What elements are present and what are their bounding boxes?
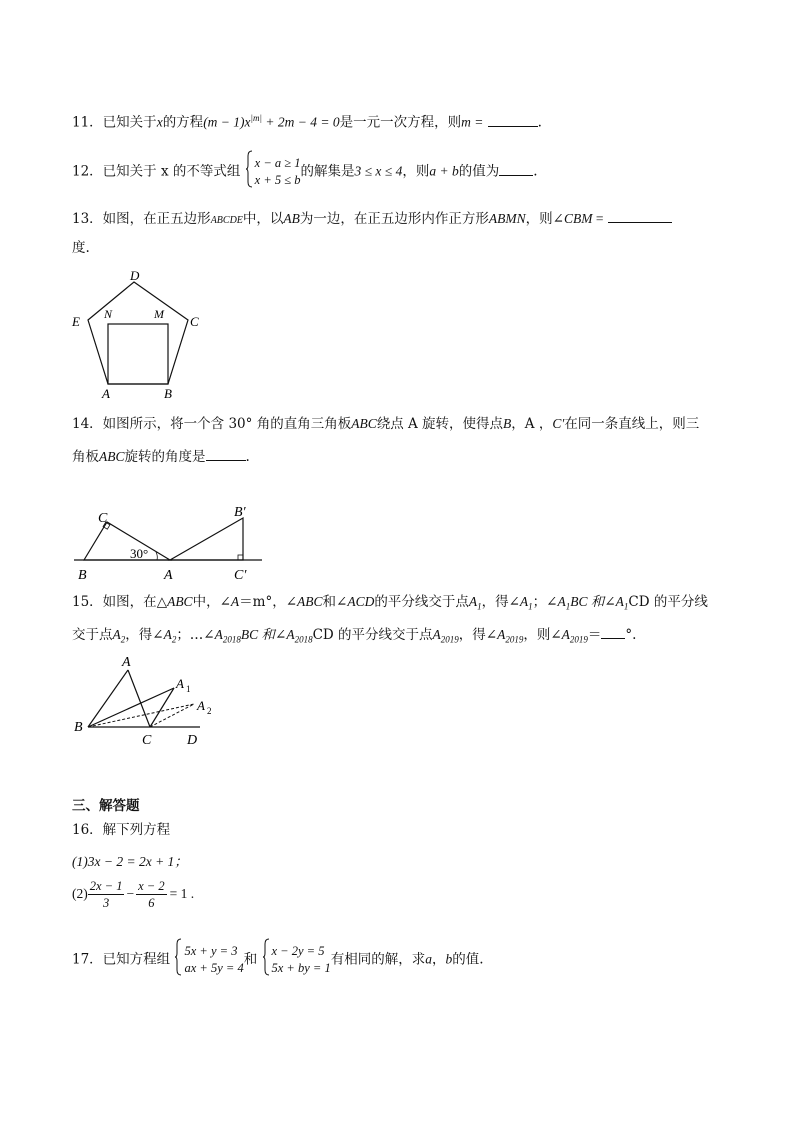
pentagon-figure	[70, 268, 210, 400]
label-d: D	[130, 268, 140, 283]
label-e: E	[72, 314, 80, 329]
rotation-figure	[70, 500, 270, 584]
system-brace-2	[262, 938, 270, 982]
fraction-1: $\frac{2x - 1}{3}$	[89, 879, 123, 910]
label-30-degree: 30°	[130, 546, 149, 561]
section-heading: 三、解答题	[72, 798, 140, 814]
equation-system-2: x − 2y = 5 5x + by = 1	[271, 944, 331, 975]
question-12: 12．已知关于 x 的不等式组 x − a ≥ 1 x + 5 ≤ b 的解集是3 ≤ x ≤ 4，则a + b的值为 .	[72, 150, 538, 194]
side-ac	[128, 670, 150, 727]
square-abmn	[108, 324, 168, 384]
question-16-part1: (1)3x − 2 = 2x + 1；	[72, 854, 188, 869]
question-16-part2: (2) $\frac{2x - 1}{3}$ − $\frac{x - 2}{6}$ = 1 .	[72, 879, 195, 910]
label-c: C	[98, 511, 108, 526]
label-c: C	[142, 733, 152, 748]
triangle-ab-c-prime	[170, 518, 243, 560]
label-b: B	[74, 720, 83, 735]
system-brace-1	[174, 938, 182, 982]
question-11: 11．已知关于x的方程$(m - 1)x^{|m|} + 2m - 4 = 0$是一元一次方程，则m = .	[72, 113, 542, 131]
left-brace-icon	[262, 938, 270, 976]
answer-blank[interactable]	[608, 208, 672, 223]
label-a2: A	[197, 698, 205, 713]
label-a2-sub: 2	[207, 706, 212, 716]
label-a1-sub: 1	[186, 684, 191, 694]
label-a: A	[102, 386, 110, 400]
fraction-2: $\frac{x - 2}{6}$	[138, 879, 165, 910]
question-14-line2: 角板ABC旋转的角度是 .	[72, 446, 250, 467]
system-brace	[245, 150, 253, 194]
bisector-b-a2	[88, 704, 194, 727]
left-brace-icon	[245, 150, 253, 188]
label-b: B	[164, 386, 172, 400]
label-a: A	[164, 568, 173, 583]
answer-blank[interactable]	[499, 161, 533, 176]
label-d: D	[187, 733, 198, 748]
angle-arc	[156, 552, 157, 560]
question-14: 14．如图所示，将一个含 30° 角的直角三角板ABC绕点 A 旋转，使得点B，A ，C′在同一条直线上，则三	[72, 416, 700, 432]
label-b-prime: B′	[234, 505, 246, 520]
label-a1: A	[176, 676, 184, 691]
question-15: 15．如图，在△ABC中，∠A＝m°，∠ABC和∠ACD的平分线交于点$A_1$，得$\angle A_1$；$\angle A_1BC$ 和$\angle A_1CD$ 的平分线	[72, 594, 708, 612]
inequality-system: x − a ≥ 1 x + 5 ≤ b	[254, 156, 301, 187]
right-angle-mark-c-prime	[238, 555, 243, 560]
label-c-prime: C′	[234, 568, 247, 583]
left-brace-icon	[174, 938, 182, 976]
answer-blank[interactable]	[601, 624, 625, 639]
question-13-line2: 度.	[72, 240, 90, 256]
pentagon-abcde	[88, 282, 188, 384]
label-b: B	[78, 568, 87, 583]
label-n: N	[104, 307, 113, 321]
bisector-figure	[70, 652, 230, 748]
equation-system-1: 5x + y = 3 ax + 5y = 4	[184, 944, 244, 975]
answer-blank[interactable]	[488, 112, 538, 127]
question-15-line2: 交于点$A_2$，得$\angle A_2$；$\dots\angle A_{2018}BC$ 和$\angle A_{2018}CD$ 的平分线交于点$A_{2019}$，得$\angle A_{2019}$，则$\angle A_{2019}=$ °.	[72, 624, 636, 650]
question-13: 13．如图，在正五边形ABCDE中，以AB为一边，在正五边形内作正方形ABMN，则∠CBM =	[72, 208, 672, 231]
label-c: C	[190, 314, 199, 329]
answer-blank[interactable]	[206, 446, 246, 461]
label-a: A	[122, 655, 131, 670]
question-17: 17．已知方程组 5x + y = 3 ax + 5y = 4 和 x − 2y = 5 5x + by = 1 有相同的解，求a，b的值.	[72, 938, 484, 982]
label-m: M	[154, 307, 164, 321]
question-16: 16．解下列方程	[72, 822, 171, 838]
